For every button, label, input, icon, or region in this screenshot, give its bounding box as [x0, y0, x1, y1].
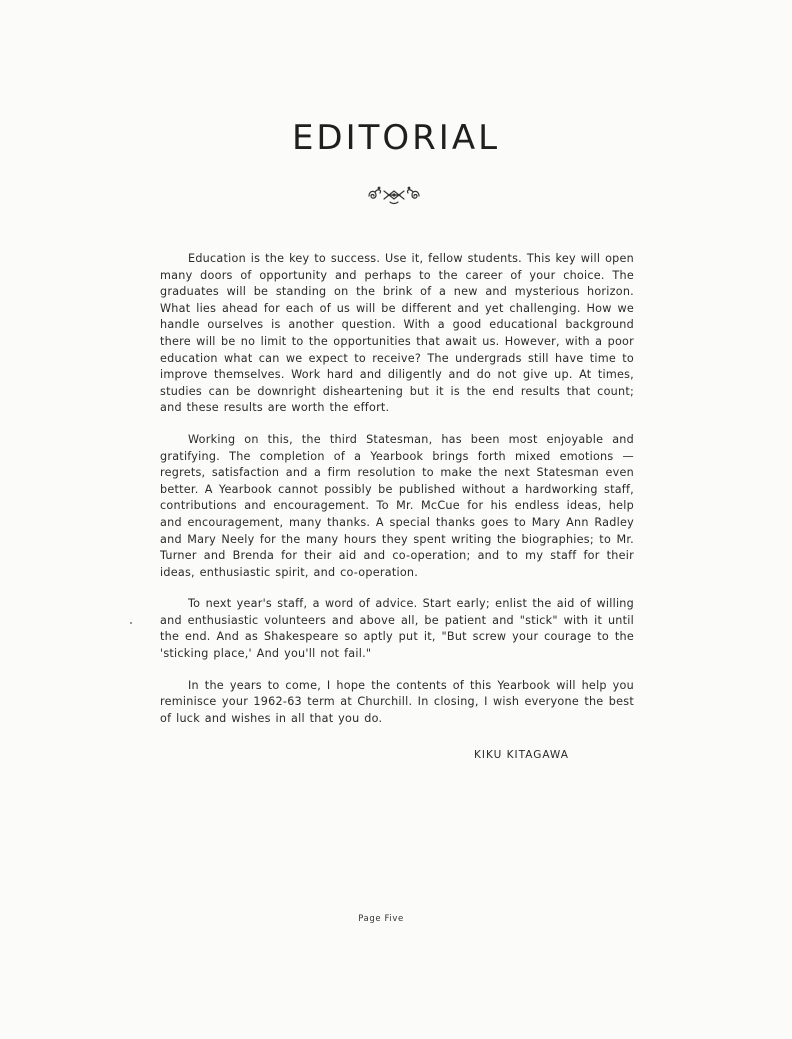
page-title: EDITORIAL: [291, 118, 501, 158]
paragraph-2: Working on this, the third Statesman, has been most enjoyable and gratifying. The completion of a Yearbook brings forth mixed emotions — regrets, satisfaction and a firm resolution to make the next Statesman even better. A Yearbook cannot possibly be published without a hardworking staff, contributions and encouragement. To Mr. McCue for his endless ideas, help and encouragement, many thanks. A special thanks goes to Mary Ann Radley and Mary Neely for the many hours they spent writing the biographies; to Mr. Turner and Brenda for their aid and co-operation; and to my staff for their ideas, enthusiastic spirit, and co-operation.: [160, 432, 634, 579]
editorial-body: [160, 251, 634, 742]
paper-speck: [130, 622, 132, 624]
page-number: Page Five: [358, 914, 404, 924]
paragraph-3: To next year's staff, a word of advice. Start early; enlist the aid of willing and enthusiastic volunteers and above all, be patient and "stick" with it until the end. And as Shakespeare so aptly put it, "But screw your courage to the 'sticking place,' And you'll not fail.": [160, 597, 634, 661]
decorative-flourish-icon: [366, 184, 422, 206]
paragraph-4: In the years to come, I hope the contents of this Yearbook will help you reminisce your 1962-63 term at Churchill. In closing, I wish everyone the best of luck and wishes in all that you do.: [160, 678, 634, 725]
paragraph-1: Education is the key to success. Use it, fellow students. This key will open many doors of opportunity and perhaps to the career of your choice. The graduates will be standing on the brink of a new and mysterious horizon. What lies ahead for each of us will be different and yet challenging. How we handle ourselves is another question. With a good educational background there will be no limit to the opportunities that await us. However, with a poor education what can we expect to receive? The undergrads still have time to improve themselves. Work hard and diligently and do not give up. At times, studies can be downright disheartening but it is the end results that count; and these results are worth the effort.: [160, 252, 634, 415]
author-signature: KIKU KITAGAWA: [474, 749, 569, 761]
